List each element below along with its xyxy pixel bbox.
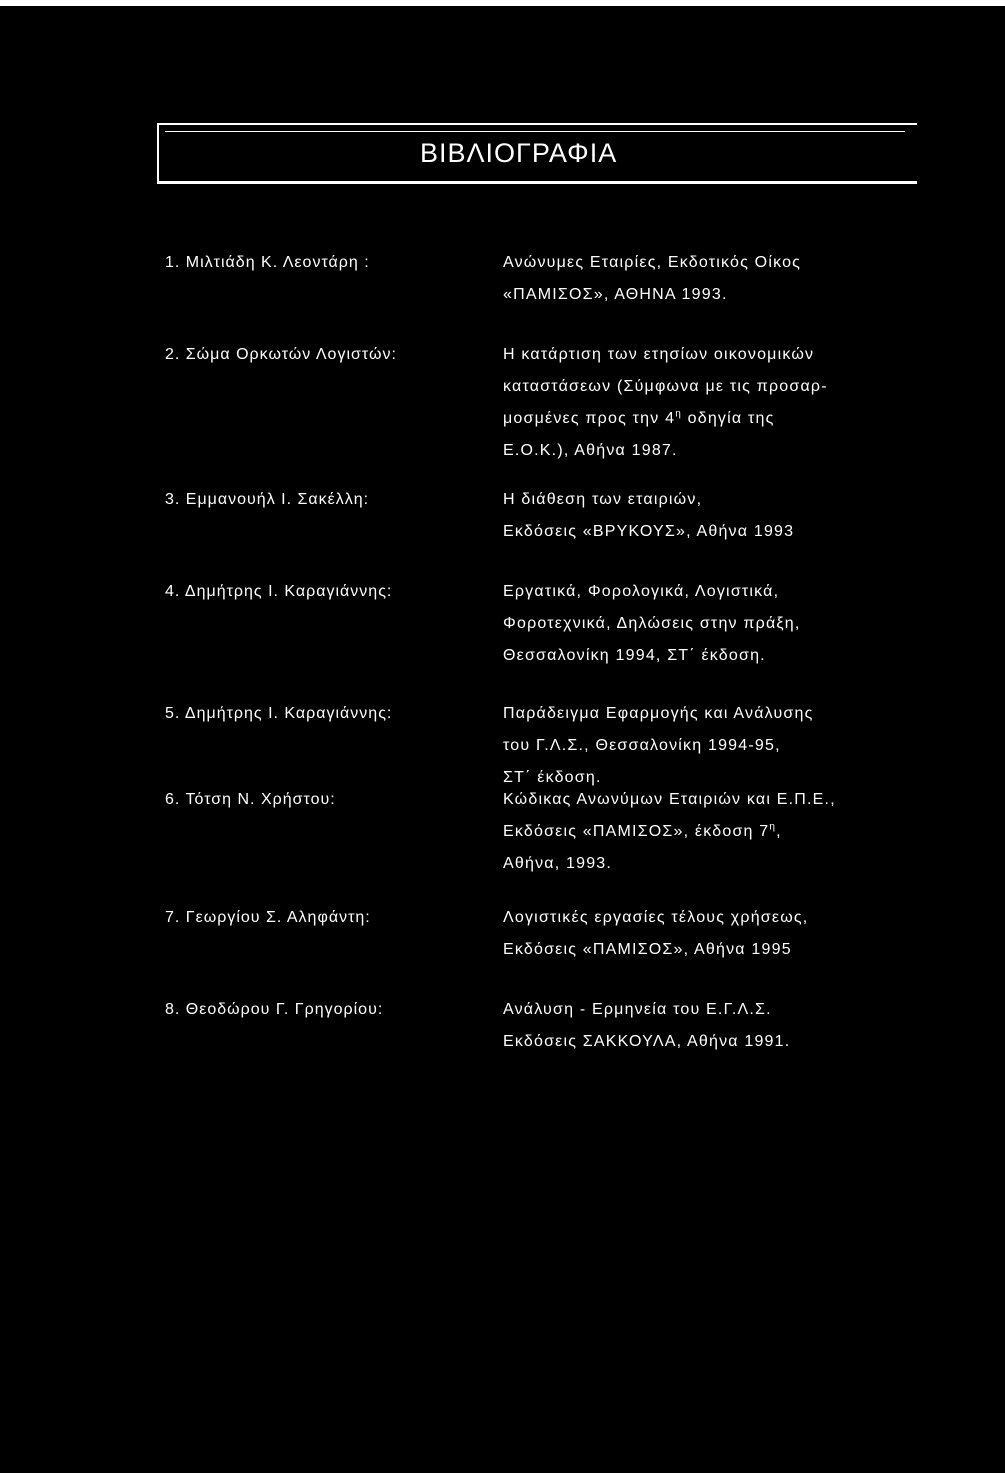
entry-work-line: Η διάθεση των εταιριών, [503, 491, 703, 508]
entry-author: 6. Τότση Ν. Χρήστου: [165, 791, 336, 808]
entry-work [503, 1000, 973, 1064]
entry-work [503, 253, 973, 317]
entry-work-line: Ανάλυση - Ερμηνεία του Ε.Γ.Λ.Σ. [503, 1001, 772, 1018]
entry-work-text: Εκδόσεις «ΠΑΜΙΣΟΣ», έκδοση 7 [503, 823, 770, 840]
entry-work-line: Κώδικας Ανωνύμων Εταιριών και Ε.Π.Ε., [503, 791, 836, 808]
entry-author: 8. Θεοδώρου Γ. Γρηγορίου: [165, 1001, 384, 1018]
entry-work [503, 490, 973, 554]
page-title: ΒΙΒΛΙΟΓΡΑΦΙΑ [420, 138, 618, 168]
entry-work-line: Εκδόσεις «ΠΑΜΙΣΟΣ», Αθήνα 1995 [503, 941, 792, 958]
entry-work [503, 790, 973, 886]
entry-author: 3. Εμμανουήλ Ι. Σακέλλη: [165, 491, 370, 508]
entry-work [503, 345, 973, 473]
entry-work-line: Παράδειγμα Εφαρμογής και Ανάλυσης [503, 705, 814, 722]
entry-author: 5. Δημήτρης Ι. Καραγιάννης: [165, 705, 393, 722]
entry-work-line: καταστάσεων (Σύμφωνα με τις προσαρ- [503, 378, 828, 395]
entry-work-line: Ανώνυμες Εταιρίες, Εκδοτικός Οίκος [503, 254, 802, 271]
ordinal-superscript: η [769, 821, 777, 833]
entry-author: 7. Γεωργίου Σ. Αληφάντη: [165, 909, 371, 926]
entry-work-line: Εκδόσεις ΣΑΚΚΟΥΛΑ, Αθήνα 1991. [503, 1033, 791, 1050]
entry-work-line: ΣΤ΄ έκδοση. [503, 769, 602, 786]
entry-author: 2. Σώμα Ορκωτών Λογιστών: [165, 346, 397, 363]
entry-work [503, 704, 973, 800]
entry-work-line: Θεσσαλονίκη 1994, ΣΤ΄ έκδοση. [503, 647, 766, 664]
entry-work-line: «ΠΑΜΙΣΟΣ», ΑΘΗΝΑ 1993. [503, 286, 728, 303]
ordinal-superscript: η [675, 408, 682, 420]
entry-work-line: Αθήνα, 1993. [503, 855, 613, 872]
entry-author: 1. Μιλτιάδη Κ. Λεοντάρη : [165, 254, 370, 271]
entry-work-text: οδηγία της [681, 410, 775, 427]
entry-work-text: , [776, 823, 782, 840]
entry-author: 4. Δημήτρης Ι. Καραγιάννης: [165, 583, 393, 600]
entry-work [503, 908, 973, 972]
page-top-edge [0, 0, 1005, 6]
entry-work-text: μοσμένες προς την 4 [503, 410, 676, 427]
entry-work-line [503, 409, 973, 441]
entry-work-line: Εργατικά, Φορολογικά, Λογιστικά, [503, 583, 780, 600]
entry-work-line: Φοροτεχνικά, Δηλώσεις στην πράξη, [503, 615, 801, 632]
entry-work-line [503, 822, 973, 854]
entry-work-line: του Γ.Λ.Σ., Θεσσαλονίκη 1994-95, [503, 737, 781, 754]
entry-work-line: Η κατάρτιση των ετησίων οικονομικών [503, 346, 815, 363]
entry-work-line: Λογιστικές εργασίες τέλους χρήσεως, [503, 909, 809, 926]
entry-work [503, 582, 973, 678]
entry-work-line: Εκδόσεις «ΒΡΥΚΟΥΣ», Αθήνα 1993 [503, 523, 795, 540]
title-frame-inner-line [165, 131, 905, 132]
entry-work-line: Ε.Ο.Κ.), Αθήνα 1987. [503, 442, 678, 459]
